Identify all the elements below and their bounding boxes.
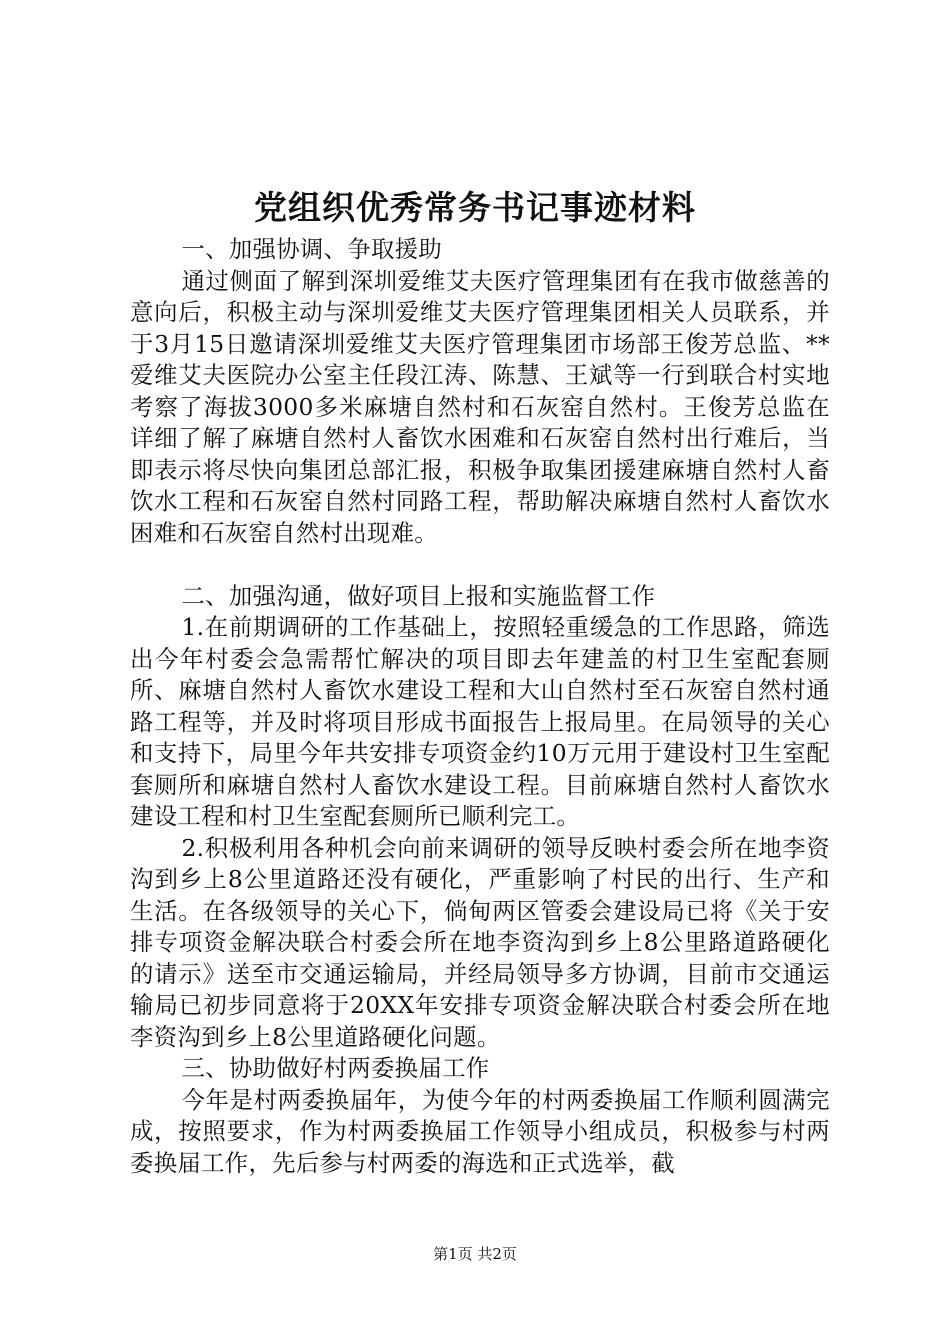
paragraph-2-item-1: 1.在前期调研的工作基础上，按照轻重缓急的工作思路，筛选出今年村委会急需帮忙解决的项目即去年建盖的村卫生室配套厕所、麻塘自然村人畜饮水建设工程和大山自然村至石灰窑自然村通路工程等，并及时将项目形成书面报告上报局里。在局领导的关心和支持下，局里今年共安排专项资金约10万元用于建设村卫生室配套厕所和麻塘自然村人畜饮水建设工程。目前麻塘自然村人畜饮水建设工程和村卫生室配套厕所已顺利完工。 <box>130 613 830 830</box>
section-heading-3: 三、协助做好村两委换届工作 <box>181 1054 490 1082</box>
page-footer: 第1页 共2页 <box>433 1245 517 1263</box>
document-body <box>130 234 830 1179</box>
document-title: 党组织优秀常务书记事迹材料 <box>254 188 696 227</box>
paragraph-2-item-2: 2.积极利用各种机会向前来调研的领导反映村委会所在地李资沟到乡上8公里道路还没有硬化，严重影响了村民的出行、生产和生活。在各级领导的关心下，倘甸两区管委会建设局已将《关于安排专项资金解决联合村委会所在地李资沟到乡上8公里路道路硬化的请示》送至市交通运输局，并经局领导多方协调，目前市交通运输局已初步同意将于20XX年安排专项资金解决联合村委会所在地李资沟到乡上8公里道路硬化问题。 <box>130 833 830 1051</box>
section-heading-1: 一、加强协调、争取援助 <box>181 235 443 263</box>
paragraph-1: 通过侧面了解到深圳爱维艾夫医疗管理集团有在我市做慈善的意向后，积极主动与深圳爱维艾夫医疗管理集团相关人员联系，并于3月15日邀请深圳爱维艾夫医疗管理集团市场部王俊芳总监、**爱维艾夫医院办公室主任段江涛、陈慧、王斌等一行到联合村实地考察了海拔3000多米麻塘自然村和石灰窑自然村。王俊芳总监在详细了解了麻塘自然村人畜饮水困难和石灰窑自然村出行难后，当即表示将尽快向集团总部汇报，积极争取集团援建麻塘自然村人畜饮水工程和石灰窑自然村同路工程，帮助解决麻塘自然村人畜饮水困难和石灰窑自然村出现难。 <box>130 266 830 547</box>
section-heading-2: 二、加强沟通，做好项目上报和实施监督工作 <box>181 581 656 610</box>
paragraph-3: 今年是村两委换届年，为使今年的村两委换届工作顺利圆满完成，按照要求，作为村两委换届工作领导小组成员，积极参与村两委换届工作，先后参与村两委的海选和正式选举，截 <box>130 1085 830 1177</box>
